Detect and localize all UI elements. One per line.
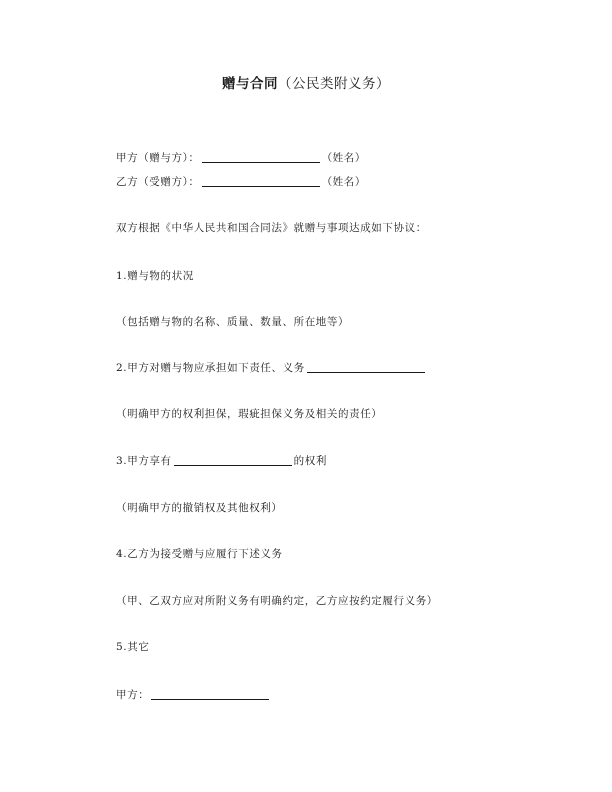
clause-5-heading: 5.其它	[116, 641, 150, 653]
party-a-name-suffix: （姓名）	[321, 152, 366, 164]
clause-2-field[interactable]	[307, 361, 425, 373]
party-a-name-field[interactable]	[202, 151, 320, 163]
party-b-label: 乙方（受赠方）：	[116, 176, 200, 188]
clause-4-note: （甲、乙双方应对所附义务有明确约定，乙方应按约定履行义务）	[116, 595, 438, 607]
clause-4-heading: 4.乙方为接受赠与应履行下述义务	[116, 548, 283, 560]
signature-party-a-field[interactable]	[151, 688, 269, 700]
title-main: 赠与合同	[222, 76, 278, 92]
intro-paragraph: 双方根据《中华人民共和国合同法》就赠与事项达成如下协议：	[116, 222, 427, 234]
page-title	[0, 72, 612, 92]
clause-2-note: （明确甲方的权利担保，瑕疵担保义务及相关的责任）	[116, 408, 383, 420]
signature-party-a	[116, 688, 271, 702]
party-b-name-field[interactable]	[202, 175, 320, 187]
signature-party-a-label: 甲方：	[116, 689, 150, 701]
party-a-label: 甲方（赠与方）：	[116, 152, 200, 164]
clause-3-heading-suffix: 的权利	[293, 455, 327, 467]
clause-1-heading: 1.赠与物的状况	[116, 270, 194, 282]
clause-1-note: （包括赠与物的名称、质量、数量、所在地等）	[116, 316, 350, 328]
party-b-name-suffix: （姓名）	[321, 176, 366, 188]
clause-2-heading: 2.甲方对赠与物应承担如下责任、义务	[116, 362, 305, 374]
party-b-line	[116, 175, 366, 189]
title-subtitle: （公民类附义务）	[278, 76, 390, 92]
clause-3-heading-prefix: 3.甲方享有	[116, 455, 172, 467]
clause-3-line	[116, 454, 327, 468]
party-a-line	[116, 151, 366, 165]
clause-2-line	[116, 361, 427, 375]
clause-3-field[interactable]	[174, 454, 292, 466]
clause-3-note: （明确甲方的撤销权及其他权利）	[116, 502, 283, 514]
